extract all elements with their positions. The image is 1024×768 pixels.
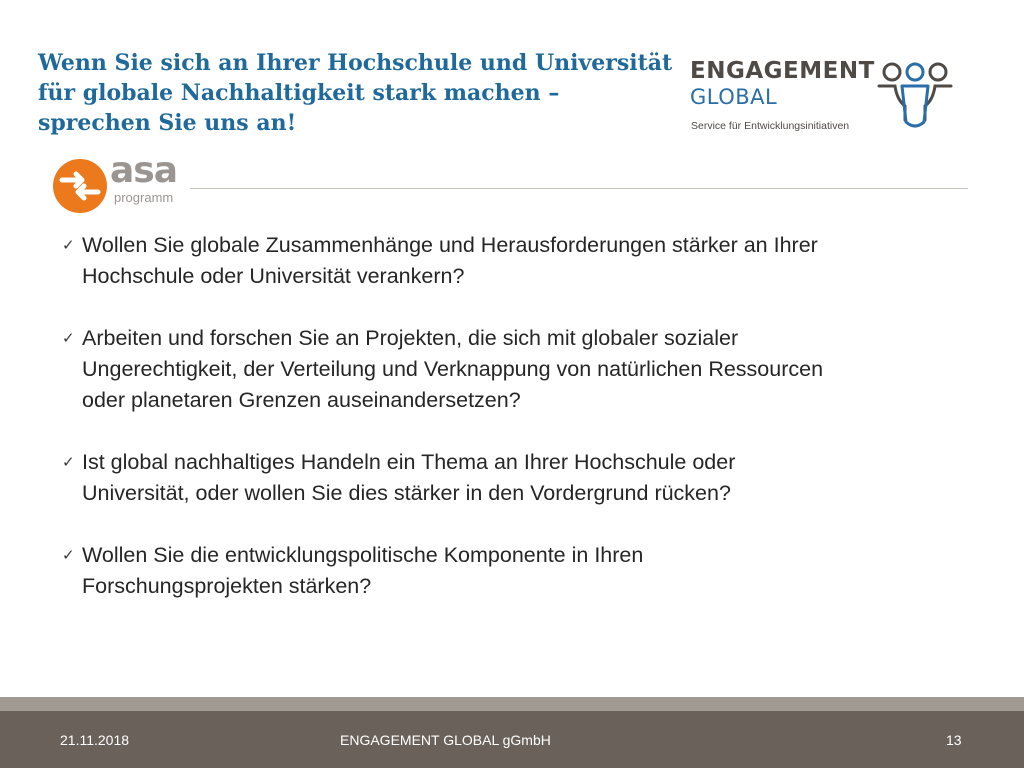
bullet-line: oder planetaren Grenzen auseinandersetzen? — [82, 388, 521, 412]
engagement-global-logo — [690, 58, 960, 138]
footer-organization: ENGAGEMENT GLOBAL gGmbH — [340, 732, 551, 748]
three-people-icon — [875, 60, 955, 132]
bullet-line: Wollen Sie die entwicklungspolitische Komponente in Ihren — [82, 543, 644, 567]
checkmark-icon: ✓ — [62, 236, 75, 254]
bullet-line: Ist global nachhaltiges Handeln ein Thema an Ihrer Hochschule oder — [82, 450, 736, 474]
bullet-line: Ungerechtigkeit, der Verteilung und Verknappung von natürlichen Ressourcen — [82, 357, 824, 381]
slide-title — [38, 48, 678, 138]
bullet-text — [82, 540, 962, 602]
footer-stripe — [0, 697, 1024, 711]
bullet-list — [62, 230, 962, 633]
bullet-text — [82, 230, 962, 292]
engagement-global-logo-word1: ENGAGEMENT — [690, 58, 875, 84]
slide-footer — [0, 711, 1024, 768]
bullet-line: Forschungsprojekten stärken? — [82, 574, 372, 598]
page-number: 13 — [946, 732, 962, 748]
bullet-line: Wollen Sie globale Zusammenhänge und Herausforderungen stärker an Ihrer — [82, 233, 818, 257]
slide-title-line: Wenn Sie sich an Ihrer Hochschule und Universität — [38, 50, 673, 76]
asa-logo-word: asa — [110, 150, 178, 191]
checkmark-icon: ✓ — [62, 329, 75, 347]
slide-title-line: sprechen Sie uns an! — [38, 110, 297, 136]
bullet-text — [82, 323, 962, 416]
bullet-line: Arbeiten und forschen Sie an Projekten, die sich mit globaler sozialer — [82, 326, 739, 350]
bullet-line: Hochschule oder Universität verankern? — [82, 264, 465, 288]
bullet-item — [62, 230, 962, 292]
engagement-global-logo-word2: GLOBAL — [690, 85, 778, 109]
bullet-line: Universität, oder wollen Sie dies stärker in den Vordergrund rücken? — [82, 481, 731, 505]
asa-logo-sub: programm — [114, 190, 174, 205]
bullet-text — [82, 447, 962, 509]
asa-circle-icon — [52, 158, 108, 214]
bullet-item — [62, 540, 962, 602]
bullet-item — [62, 447, 962, 509]
slide-title-line: für globale Nachhaltigkeit stark machen – — [38, 80, 560, 106]
footer-date: 21.11.2018 — [60, 732, 130, 748]
bullet-item — [62, 323, 962, 416]
header-divider — [190, 188, 968, 189]
engagement-global-tagline: Service für Entwicklungsinitiativen — [691, 120, 850, 132]
asa-programm-logo — [52, 150, 192, 214]
checkmark-icon: ✓ — [62, 546, 75, 564]
checkmark-icon: ✓ — [62, 453, 75, 471]
